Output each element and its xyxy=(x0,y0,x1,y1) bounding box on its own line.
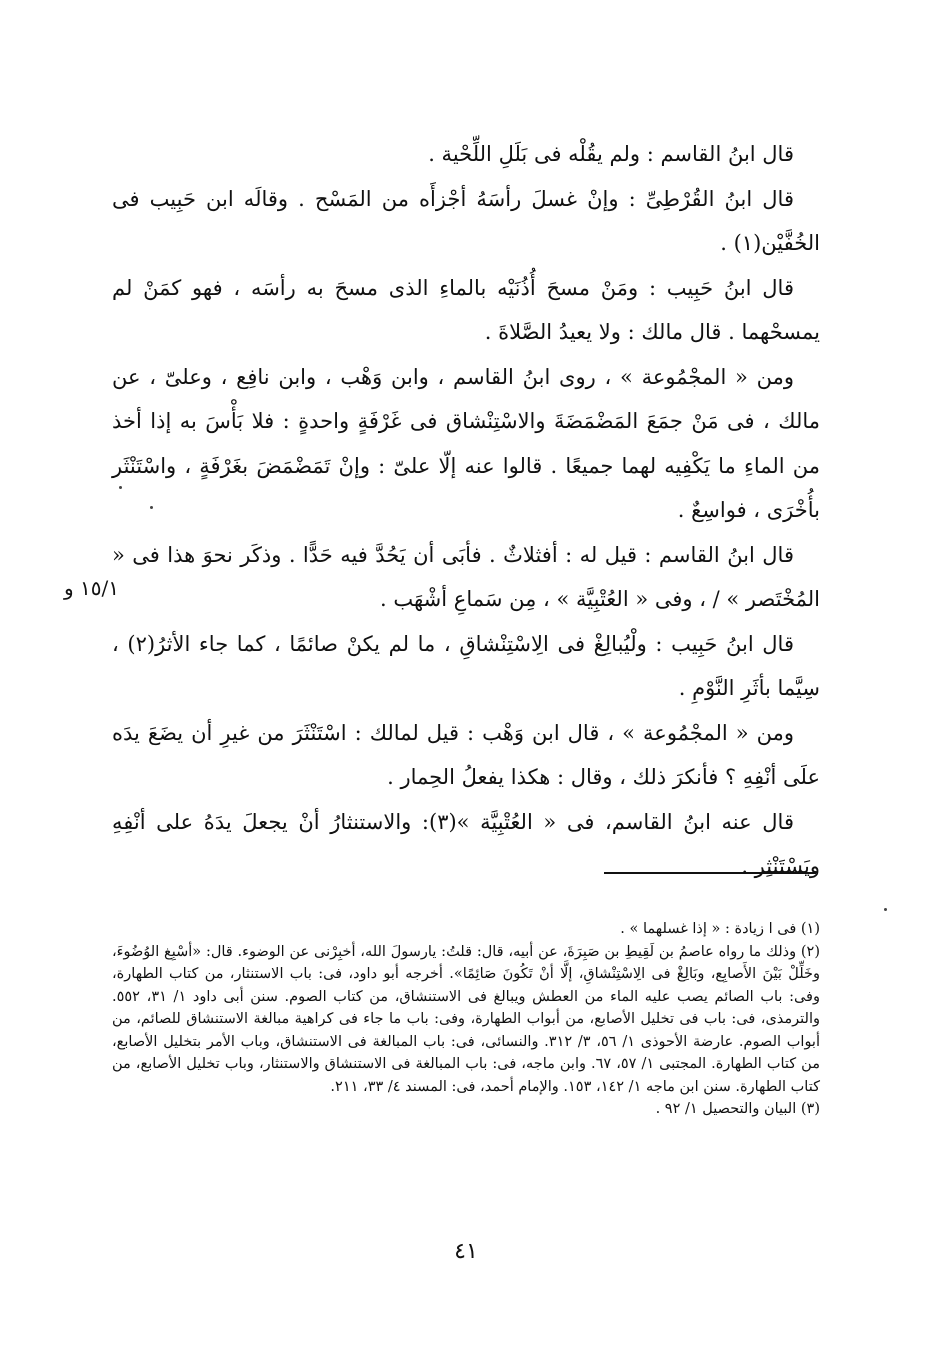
body-paragraph: قال ابنُ القُرْطِىِّ : وإنْ غسلَ رأسَهُ أجْزأَه من المَسْح . وقالَه ابن حَبِيب فى الخُفَّيْن(١) . xyxy=(112,186,820,255)
footnote: (١) فى ا زيادة : « إذا غسلهما » . xyxy=(620,921,820,937)
body-paragraph: ومن « المجْمُوعة » ، قال ابن وَهْب : قيل لمالك : اسْتَنْثَرَ من غيرِ أن يضَعَ يدَه علَى أنْفِهِ ؟ فأنكرَ ذلك ، وقال : هكذا يفعلُ الحِمار . xyxy=(112,720,820,789)
body-paragraph: قال ابنُ حَبِيب : ولْيُبالِغْ فى الِاسْتِنْشاقِ ، ما لم يكنْ صائمًا ، كما جاء الأثرُ(٢) ، سِيَّما بأثَرِ النَّوْمِ . xyxy=(112,631,820,700)
body-paragraph: قال ابنُ حَبِيب : ومَنْ مسحَ أُذُنَيْه بالماءِ الذى مسحَ به رأسَه ، فهو كمَنْ لم يمسحْهما . قال مالك : ولا يعيدُ الصَّلاةَ . xyxy=(112,275,820,344)
footnote: (٣) البيان والتحصيل ١/ ٩٢ . xyxy=(655,1101,820,1117)
manuscript-folio-note: ١٥/١ و xyxy=(64,576,119,600)
scan-speck xyxy=(119,486,122,489)
body-paragraph: قال عنه ابنُ القاسم، فى « العُتْبِيَّة »(٣): والاستنثارُ أنْ يجعلَ يدَهُ على أنْفِهِ ويَسْتَنْثِر . xyxy=(112,809,820,878)
footnotes-section xyxy=(112,918,820,1121)
main-text-body xyxy=(112,132,820,889)
scan-speck xyxy=(150,506,153,509)
body-paragraph: ومن « المجْمُوعة » ، روى ابنُ القاسم ، وابن وَهْب ، وابن نافِع ، وعلىّ ، عن مالك ، فى مَنْ جمَعَ المَضْمَضَةَ والاسْتِنْشاق فى غَرْفَةٍ واحدةٍ : فلا بَأْسَ به إذا أخذ من الماءِ ما يَكْفِيه لهما جميعًا . قالوا عنه إلّا علىّ : وإنْ تَمَضْمَضَ بغَرْفَةٍ ، واسْتَنْثَر بأُخْرَى ، فواسِعٌ . xyxy=(112,364,820,522)
footnote-divider xyxy=(604,872,816,874)
scan-speck xyxy=(884,908,887,911)
body-paragraph: قال ابنُ القاسم : قيل له : أفثلاثٌ . فأبَى أن يَحُدَّ فيه حَدًّا . وذكَر نحوَ هذا فى « المُخْتَصر » / ، وفى « العُتْبِيَّة » ، مِن سَماعِ أشْهَب . xyxy=(112,542,820,611)
footnote: (٢) وذلك ما رواه عاصمُ بن لَقِيطِ بن صَبِرَةَ، عن أبيه، قال: قلتُ: يارسولَ الله، أخبِرْنى عن الوضوء. قال: «أسْبِغ الوُضُوءَ، وخَلِّلْ بَيْنَ الأَصابِع، وبَالِغْ فى الِاسْتِنْشاقِ، إلَّا أنْ تَكُونَ صَائِمًا». أخرجه أبو داود، فى: باب الاستنثار، من كتاب الطهارة، وفى: باب الصائم يصب عليه الماء من العطش ويبالغ فى الاستنشاق، من كتاب الصوم. سنن أبى داود ١/ ٣١، ٥٥٢. والترمذى، فى: باب فى تخليل الأصابع، من أبواب الطهارة، وفى: باب ما جاء فى كراهية مبالغة الاستنشاق للصائم، من أبواب الصوم. عارضة الأحوذى ١/ ٥٦، ٣/ ٣١٢. والنسائى، فى: باب المبالغة فى الاستنشاق، وباب الأمر بتخليل الأصابع، من كتاب الطهارة. المجتبى ١/ ٥٧، ٦٧. وابن ماجه، فى: باب المبالغة فى الاستنشاق والاستنثار، وباب تخليل الأصابع، من كتاب الطهارة. سنن ابن ماجه ١/ ١٤٢، ١٥٣. والإمام أحمد، فى: المسند ٤/ ٣٣، ٢١١. xyxy=(112,943,820,1095)
body-paragraph: قال ابنُ القاسم : ولم يقُلْه فى بَلَلِ اللِّحْية . xyxy=(428,142,794,166)
page-number: ٤١ xyxy=(454,1239,478,1264)
